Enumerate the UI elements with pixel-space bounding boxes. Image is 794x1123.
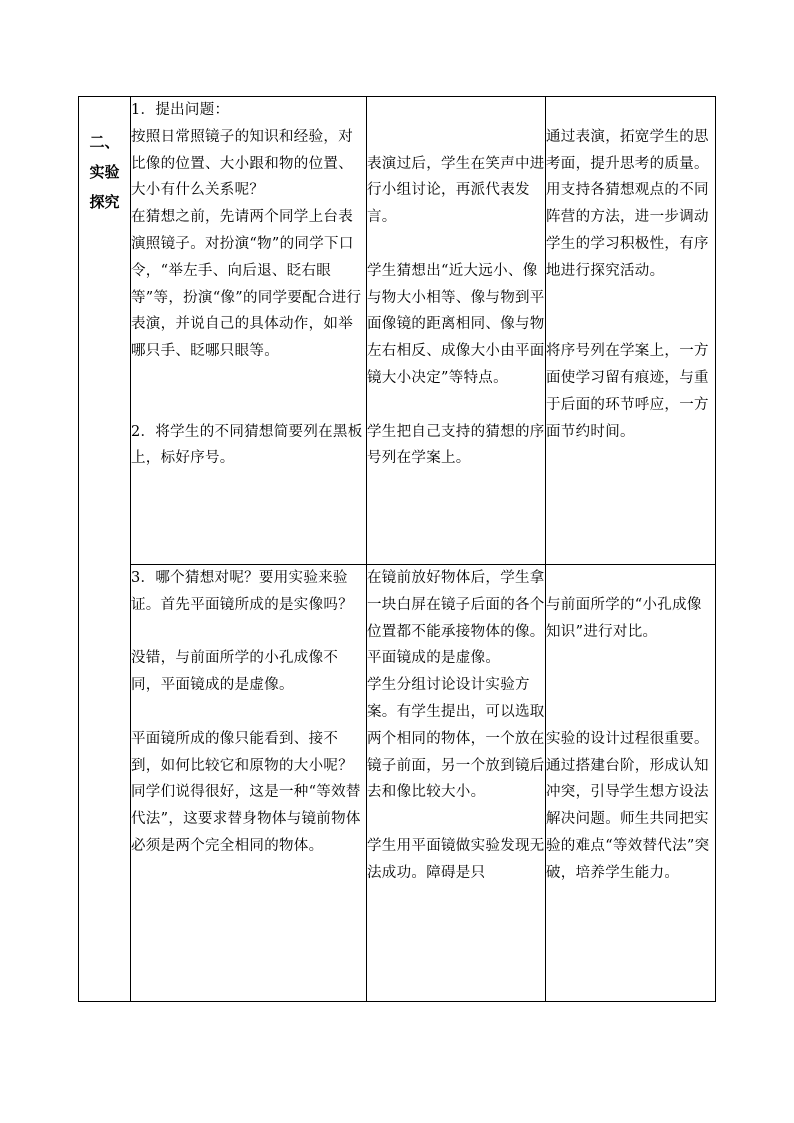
teacher-text: 按照日常照镜子的知识和经验，对比像的位置、大小跟和物的位置、大小有什么关系呢？	[131, 128, 353, 199]
student-text: 学生猜想出“近大远小、像与物大小相等、像与物到平面像镜的距离相同、像与物左右相反、成像大小由平面镜大小决定”等特点。	[367, 262, 545, 386]
table-row	[79, 565, 716, 1002]
lesson-plan-table	[78, 96, 716, 1002]
intent-text: 实验的设计过程很重要。通过搭建台阶，形成认知冲突，引导学生想方设法解决问题。师生共同把实验的难点“等效替代法”突破，培养学生能力。	[546, 730, 710, 881]
student-text: 在镜前放好物体后，学生拿一块白屏在镜子后面的各个位置都不能承接物体的像。平面镜成的是虚像。	[367, 570, 545, 667]
intent-text: 通过表演，拓宽学生的思考面，提升思考的质量。	[546, 128, 709, 172]
stage-label-3: 探究	[89, 193, 120, 211]
stage-label-1: 二、	[89, 133, 120, 151]
student-text: 学生用平面镜做实验发现无法成功。障碍是只	[367, 837, 545, 881]
teacher-text: 平面镜所成的像只能看到、接不到，如何比较它和原物的大小呢？	[131, 730, 353, 774]
intent-text: 将序号列在学案上，一方面使学习留有痕迹，与重于后面的环节呼应，一方面节约时间。	[546, 343, 709, 440]
teacher-text: 1．提出问题：	[131, 102, 230, 118]
student-activity-cell	[367, 97, 546, 565]
teacher-text: 2．将学生的不同猜想简要列在黑板上，标好序号。	[131, 423, 363, 467]
table-row	[79, 97, 716, 565]
design-intent-cell	[546, 97, 716, 565]
design-intent-cell	[546, 565, 716, 1002]
student-text: 学生分组讨论设计实验方案。有学生提出，可以选取两个相同的物体，一个放在镜子前面，另一个放到镜后去和像比较大小。	[367, 677, 545, 801]
teacher-text: 同学们说得很好，这是一种“等效替代法”，这要求替身物体与镜前物体必须是两个完全相同的物体。	[131, 784, 361, 854]
student-text: 表演过后，学生在笑声中进行小组讨论，再派代表发言。	[367, 155, 545, 226]
teacher-text: 没错，与前面所学的小孔成像不同，平面镜成的是虚像。	[131, 650, 339, 694]
teacher-text: 3．哪个猜想对呢？要用实验来验证。首先平面镜所成的是实像吗？	[131, 570, 353, 613]
stage-cell	[79, 97, 131, 1002]
student-text: 学生把自己支持的猜想的序号列在学案上。	[367, 423, 545, 467]
intent-text: 与前面所学的“小孔成像知识”进行对比。	[546, 596, 702, 640]
intent-text: 用支持各猜想观点的不同阵营的方法，进一步调动学生的学习积极性，有序地进行探究活动。	[546, 182, 709, 279]
teacher-activity-cell	[131, 97, 367, 565]
teacher-text: 在猜想之前，先请两个同学上台表演照镜子。对扮演“物”的同学下口令，“举左手、向后退、眨右眼等”等，扮演“像”的同学要配合进行表演，并说自己的具体动作，如举哪只手、眨哪只眼等。	[131, 209, 362, 360]
stage-label-2: 实验	[89, 163, 120, 181]
teacher-activity-cell	[131, 565, 367, 1002]
student-activity-cell	[367, 565, 546, 1002]
